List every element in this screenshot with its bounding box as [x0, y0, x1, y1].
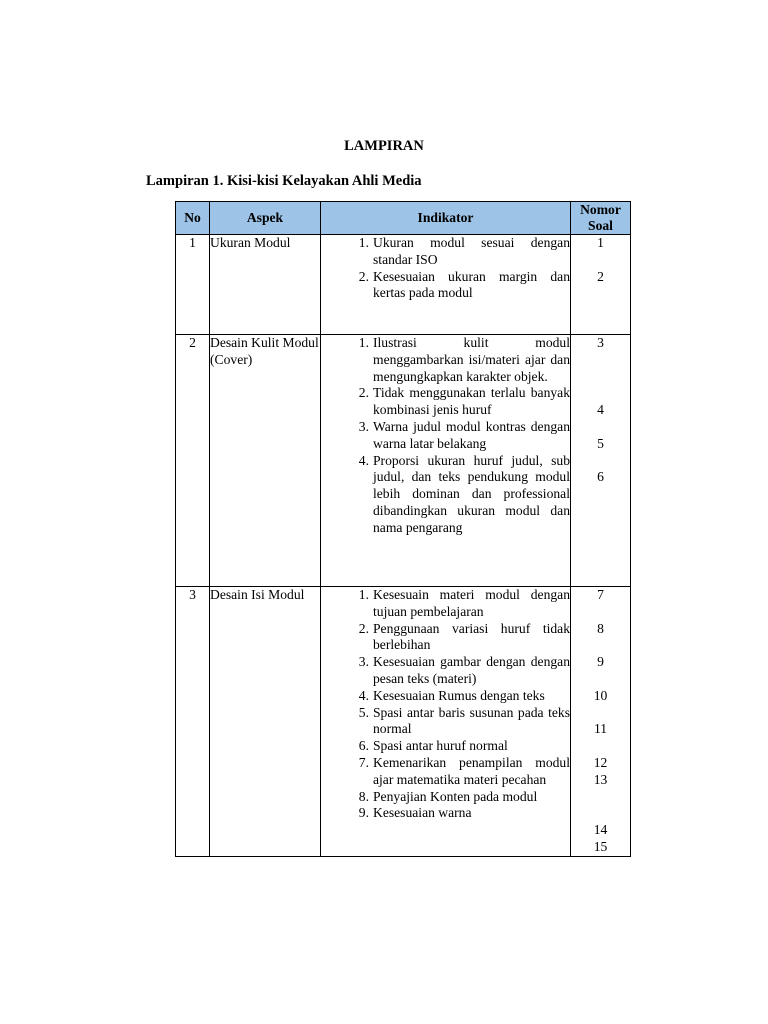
- indikator-item: [321, 269, 570, 303]
- indikator-number: 5.: [358, 704, 369, 720]
- nomor-soal-value: 1: [597, 235, 604, 250]
- indikator-text: Proporsi ukuran huruf judul, sub judul, dan teks pendukung modul lebih dominan dan professional dibandingkan ukuran modul dan nama pengarang: [373, 452, 570, 535]
- cell-aspek: Desain Isi Modul: [210, 587, 321, 857]
- indikator-list: [321, 235, 570, 302]
- cell-nomor-soal: [571, 235, 631, 335]
- indikator-number: 4.: [358, 687, 369, 703]
- header-aspek: Aspek: [210, 202, 321, 235]
- indikator-item: [321, 789, 570, 806]
- nomor-soal-value: 13: [593, 772, 608, 787]
- indikator-number: 2.: [358, 268, 369, 284]
- nomor-soal-value: 15: [593, 839, 608, 854]
- cell-aspek: Ukuran Modul: [210, 235, 321, 335]
- indikator-number: 1.: [358, 335, 369, 350]
- cell-nomor-soal: [571, 335, 631, 587]
- cell-indikator: [321, 587, 571, 857]
- indikator-item: [321, 621, 570, 655]
- indikator-item: [321, 453, 570, 537]
- cell-aspek: Desain Kulit Modul (Cover): [210, 335, 321, 587]
- indikator-number: 7.: [358, 754, 369, 770]
- indikator-text: Spasi antar baris susunan pada teks normal: [373, 704, 570, 737]
- nomor-soal-value: 2: [597, 269, 604, 284]
- indikator-text: Penyajian Konten pada modul: [373, 788, 538, 804]
- indikator-number: 9.: [358, 805, 369, 821]
- indikator-text: Tidak menggunakan terlalu banyak kombinasi jenis huruf: [373, 385, 570, 418]
- indikator-text: Kemenarikan penampilan modul ajar matematika materi pecahan: [373, 754, 570, 787]
- cell-no: 1: [176, 235, 210, 335]
- indikator-number: 1.: [358, 587, 369, 602]
- cell-indikator: [321, 235, 571, 335]
- nomor-soal-value: 5: [597, 436, 604, 451]
- nomor-soal-value: 9: [597, 654, 604, 669]
- document-title: LAMPIRAN: [344, 138, 424, 154]
- indikator-text: Ukuran modul sesuai dengan standar ISO: [373, 235, 570, 267]
- indikator-text: Kesesuaian warna: [373, 805, 472, 821]
- indikator-number: 2.: [358, 620, 369, 636]
- indikator-number: 3.: [358, 418, 369, 434]
- table-caption: Lampiran 1. Kisi-kisi Kelayakan Ahli Media: [146, 173, 422, 189]
- indikator-item: [321, 235, 570, 269]
- indikator-item: [321, 335, 570, 385]
- indikator-number: 8.: [358, 788, 369, 804]
- indikator-item: [321, 654, 570, 688]
- kisi-kisi-table: [175, 201, 631, 857]
- indikator-text: Kesesuain materi modul dengan tujuan pembelajaran: [373, 587, 570, 619]
- nomor-soal-value: 7: [597, 587, 604, 602]
- indikator-text: Warna judul modul kontras dengan warna latar belakang: [373, 418, 570, 451]
- indikator-number: 6.: [358, 738, 369, 754]
- indikator-item: [321, 688, 570, 705]
- nomor-soal-value: 10: [593, 688, 608, 703]
- indikator-text: Kesesuaian gambar dengan dengan pesan teks (materi): [373, 654, 570, 686]
- indikator-text: Kesesuaian ukuran margin dan kertas pada modul: [373, 268, 570, 301]
- indikator-text: Penggunaan variasi huruf tidak berlebihan: [373, 620, 570, 653]
- nomor-soal-value: 4: [597, 402, 604, 417]
- table-row: [176, 235, 631, 335]
- indikator-number: 2.: [358, 385, 369, 401]
- indikator-list: [321, 587, 570, 822]
- cell-no: 2: [176, 335, 210, 587]
- nomor-soal-value: 3: [597, 335, 604, 350]
- nomor-soal-value: 11: [593, 721, 608, 736]
- indikator-list: [321, 335, 570, 537]
- nomor-soal-value: 8: [597, 621, 604, 636]
- table-row: [176, 335, 631, 587]
- nomor-soal-value: 12: [593, 755, 608, 770]
- cell-no: 3: [176, 587, 210, 857]
- indikator-item: [321, 755, 570, 789]
- indikator-item: [321, 705, 570, 739]
- indikator-item: [321, 805, 570, 822]
- nomor-soal-value: 6: [597, 469, 604, 484]
- indikator-number: 1.: [358, 235, 369, 250]
- indikator-text: Spasi antar huruf normal: [373, 738, 508, 754]
- nomor-soal-value: 14: [593, 822, 608, 837]
- cell-indikator: [321, 335, 571, 587]
- header-indikator: Indikator: [321, 202, 571, 235]
- table-row: [176, 587, 631, 857]
- indikator-number: 4.: [358, 452, 369, 468]
- header-nomor-soal: Nomor Soal: [571, 202, 631, 235]
- table-header-row: [176, 202, 631, 235]
- header-no: No: [176, 202, 210, 235]
- indikator-item: [321, 419, 570, 453]
- indikator-item: [321, 587, 570, 621]
- indikator-item: [321, 738, 570, 755]
- indikator-text: Ilustrasi kulit modul menggambarkan isi/materi ajar dan mengungkapkan karakter objek.: [373, 335, 570, 384]
- cell-nomor-soal: [571, 587, 631, 857]
- indikator-number: 3.: [358, 654, 369, 670]
- indikator-item: [321, 385, 570, 419]
- indikator-text: Kesesuaian Rumus dengan teks: [373, 687, 545, 703]
